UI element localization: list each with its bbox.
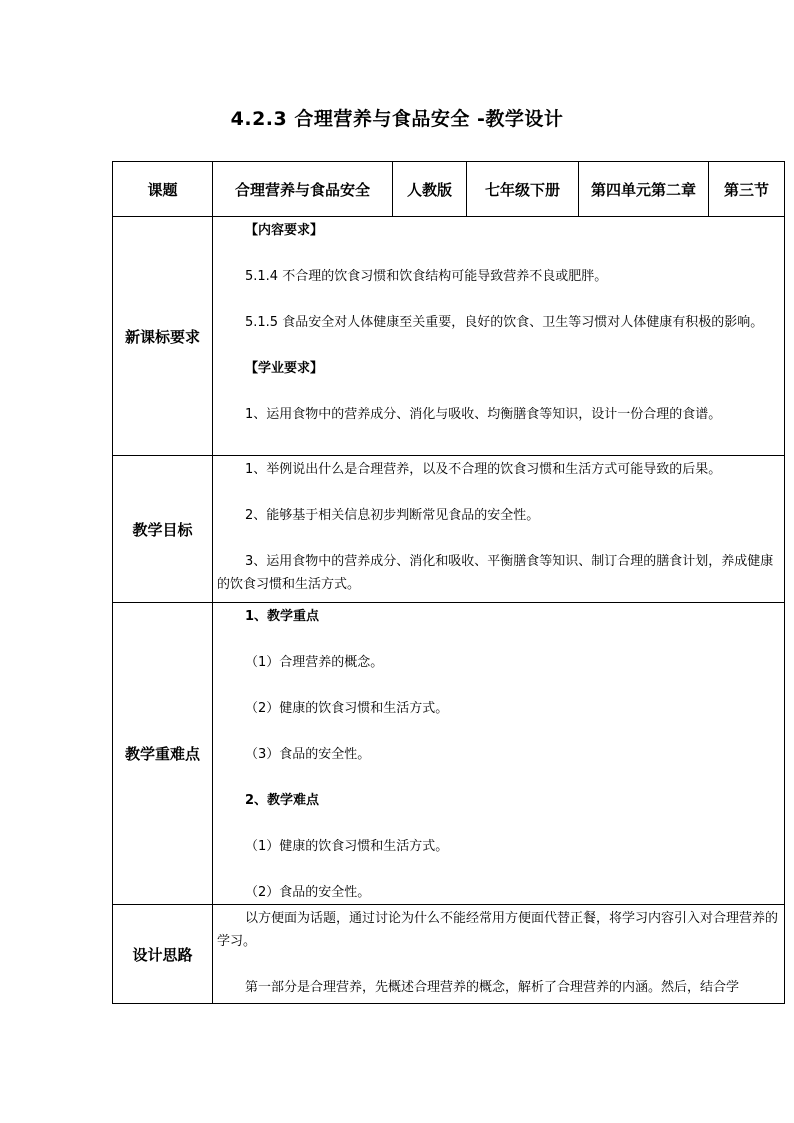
academic-requirement-heading: 【学业要求】: [245, 361, 324, 376]
key-points-content: [213, 603, 785, 905]
section-cell: 第三节: [709, 162, 785, 217]
header-row: [113, 162, 785, 217]
curriculum-content: [213, 217, 785, 456]
design-label: 设计思路: [113, 905, 213, 1004]
design-content: [213, 905, 785, 1004]
focus-item: （2）健康的饮食习惯和生活方式。: [245, 701, 449, 716]
topic-label-cell: 课题: [113, 162, 213, 217]
content-requirement-heading: 【内容要求】: [245, 223, 324, 238]
design-row: [113, 905, 785, 1004]
difficulty-heading: 2、教学难点: [245, 793, 320, 808]
focus-item: （3）食品的安全性。: [245, 747, 371, 762]
objectives-row: [113, 456, 785, 603]
document-title: 4.2.3 合理营养与食品安全 -教学设计: [230, 108, 564, 130]
objective-item: 2、能够基于相关信息初步判断常见食品的安全性。: [245, 508, 540, 523]
design-paragraph: 第一部分是合理营养，先概述合理营养的概念，解析了合理营养的内涵。然后，结合学: [245, 980, 740, 995]
curriculum-label: 新课标要求: [113, 217, 213, 456]
lesson-plan-table: [112, 161, 785, 1004]
focus-item: （1）合理营养的概念。: [245, 655, 384, 670]
unit-cell: 第四单元第二章: [579, 162, 709, 217]
curriculum-item: 5.1.4 不合理的饮食习惯和饮食结构可能导致营养不良或肥胖。: [245, 269, 608, 284]
topic-cell: 合理营养与食品安全: [213, 162, 393, 217]
curriculum-row: [113, 217, 785, 456]
objective-item: 1、举例说出什么是合理营养，以及不合理的饮食习惯和生活方式可能导致的后果。: [245, 462, 722, 477]
curriculum-item: 5.1.5 食品安全对人体健康至关重要，良好的饮食、卫生等习惯对人体健康有积极的影响。: [245, 315, 764, 330]
objectives-label: 教学目标: [113, 456, 213, 603]
focus-heading: 1、教学重点: [245, 609, 320, 624]
grade-cell: 七年级下册: [467, 162, 579, 217]
key-points-row: [113, 603, 785, 905]
difficulty-item: （1）健康的饮食习惯和生活方式。: [245, 839, 449, 854]
key-points-label: 教学重难点: [113, 603, 213, 905]
difficulty-item: （2）食品的安全性。: [245, 885, 371, 900]
design-paragraph: 以方便面为话题，通过讨论为什么不能经常用方便面代替正餐，将学习内容引入对合理营养的学习。: [217, 911, 779, 949]
publisher-cell: 人教版: [393, 162, 467, 217]
objective-item: 3、运用食物中的营养成分、消化和吸收、平衡膳食等知识、制订合理的膳食计划，养成健康的饮食习惯和生活方式。: [217, 554, 774, 592]
objectives-content: [213, 456, 785, 603]
curriculum-item: 1、运用食物中的营养成分、消化与吸收、均衡膳食等知识，设计一份合理的食谱。: [245, 407, 722, 422]
